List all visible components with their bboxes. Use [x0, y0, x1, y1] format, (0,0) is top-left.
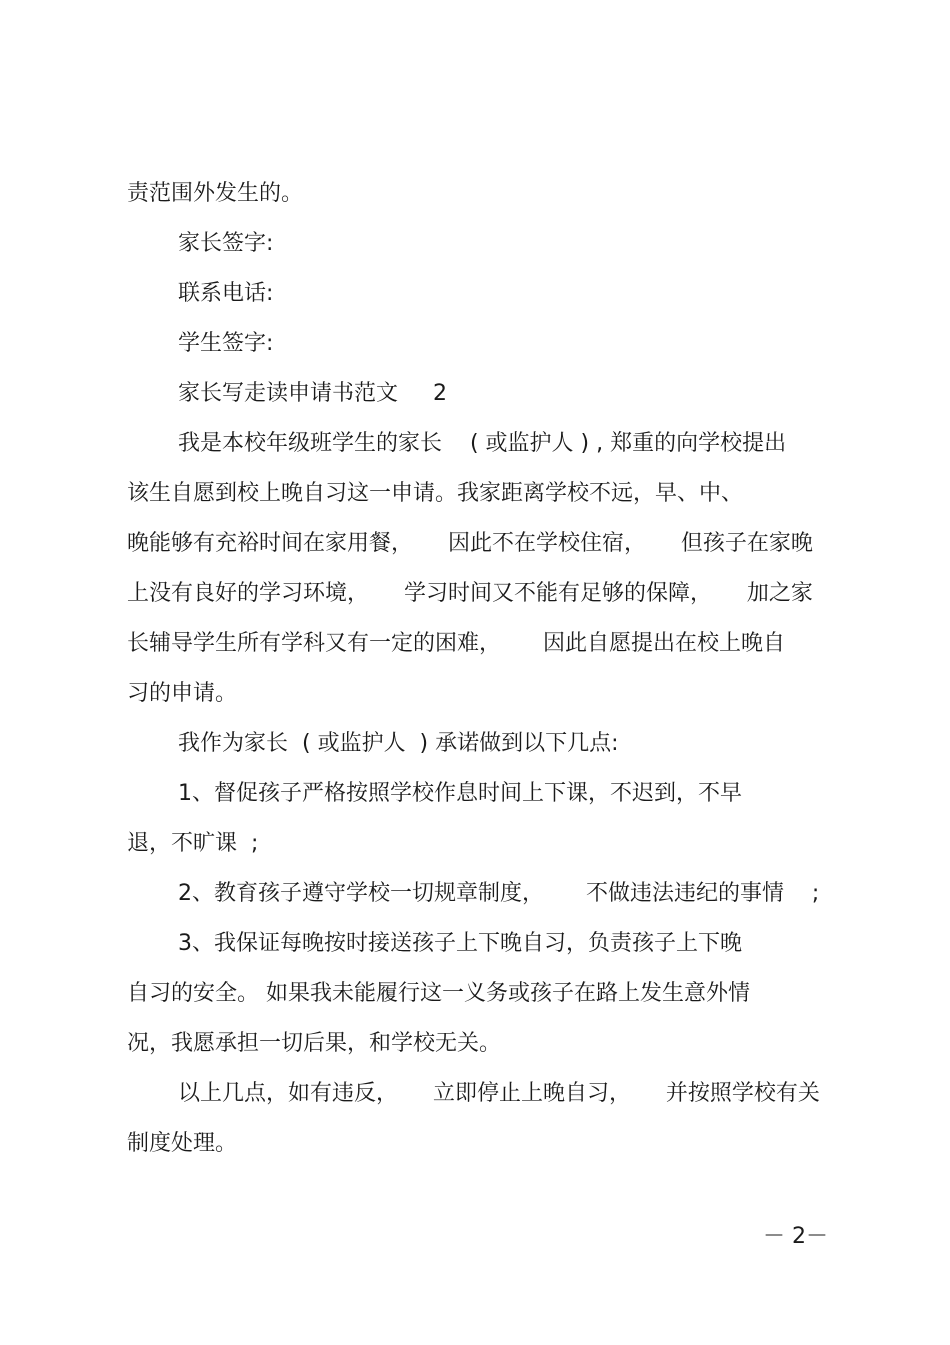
text-line: 该生自愿到校上晚自习这一申请。我家距离学校不远，早、中、 — [127, 481, 744, 506]
text-line: 上没有良好的学习环境， 学习时间又不能有足够的保障， 加之家 — [127, 581, 813, 606]
text-line: 晚能够有充裕时间在家用餐， 因此不在学校住宿， 但孩子在家晚 — [127, 531, 813, 556]
page-number: － 2－ — [763, 1224, 828, 1249]
text-line: 习的申请。 — [127, 681, 238, 706]
text-line: 家长签字: — [178, 231, 274, 256]
list-item: 3、我保证每晚按时接送孩子上下晚自习，负责孩子上下晚 — [178, 931, 742, 956]
list-item: 2、教育孩子遵守学校一切规章制度， 不做违法违纪的事情 ; — [178, 881, 820, 906]
text-line: 我是本校年级班学生的家长 ( 或监护人 ) , 郑重的向学校提出 — [178, 431, 787, 456]
text-line: 联系电话: — [178, 281, 274, 306]
text-line: 况，我愿承担一切后果，和学校无关。 — [127, 1031, 502, 1056]
text-line: 自习的安全。 如果我未能履行这一义务或孩子在路上发生意外情 — [127, 981, 750, 1006]
text-line: 制度处理。 — [127, 1131, 238, 1156]
text-line: 学生签字: — [178, 331, 274, 356]
list-item: 1、督促孩子严格按照学校作息时间上下课，不迟到，不早 — [178, 781, 742, 806]
text-line: 退，不旷课 ; — [127, 831, 259, 856]
text-line: 长辅导学生所有学科又有一定的困难， 因此自愿提出在校上晚自 — [127, 631, 785, 656]
text-line: 我作为家长 ( 或监护人 ) 承诺做到以下几点: — [178, 731, 619, 756]
text-line: 以上几点，如有违反， 立即停止上晚自习， 并按照学校有关 — [178, 1081, 820, 1106]
text-line: 责范围外发生的。 — [127, 181, 304, 206]
section-heading: 家长写走读申请书范文 2 — [178, 381, 447, 406]
